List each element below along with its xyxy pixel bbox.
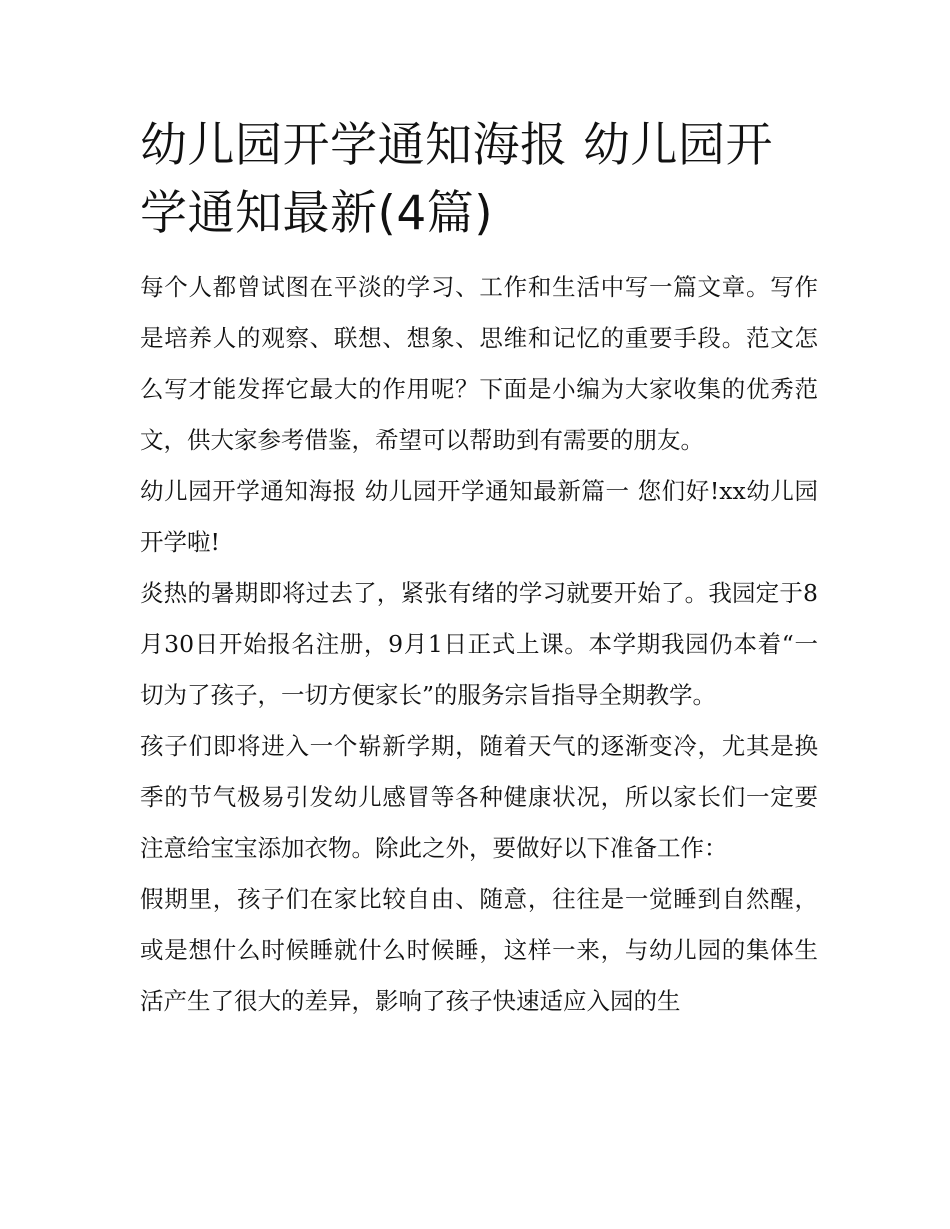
paragraph-schedule: 炎热的暑期即将过去了，紧张有绪的学习就要开始了。我园定于8月30日开始报名注册，9月1日正式上课。本学期我园仍本着“一切为了孩子，一切方便家长”的服务宗旨指导全期教学。 (140, 579, 818, 709)
document-body (140, 112, 818, 1027)
paragraph-health: 孩子们即将进入一个崭新学期，随着天气的逐渐变冷，尤其是换季的节气极易引发幼儿感冒等各种健康状况，所以家长们一定要注意给宝宝添加衣物。除此之外，要做好以下准备工作： (140, 732, 818, 862)
paragraph-greeting: 幼儿园开学通知海报 幼儿园开学通知最新篇一 您们好!xx幼儿园开学啦! (140, 477, 818, 556)
paragraph-intro: 每个人都曾试图在平淡的学习、工作和生活中写一篇文章。写作是培养人的观察、联想、想象、思维和记忆的重要手段。范文怎么写才能发挥它最大的作用呢？下面是小编为大家收集的优秀范文，供大家参考借鉴，希望可以帮助到有需要的朋友。 (140, 273, 818, 454)
document-title: 幼儿园开学通知海报 幼儿园开学通知最新(4篇) (140, 118, 773, 241)
paragraph-routine: 假期里，孩子们在家比较自由、随意，往往是一觉睡到自然醒，或是想什么时候睡就什么时候睡，这样一来，与幼儿园的集体生活产生了很大的差异，影响了孩子快速适应入园的生 (140, 885, 818, 1015)
